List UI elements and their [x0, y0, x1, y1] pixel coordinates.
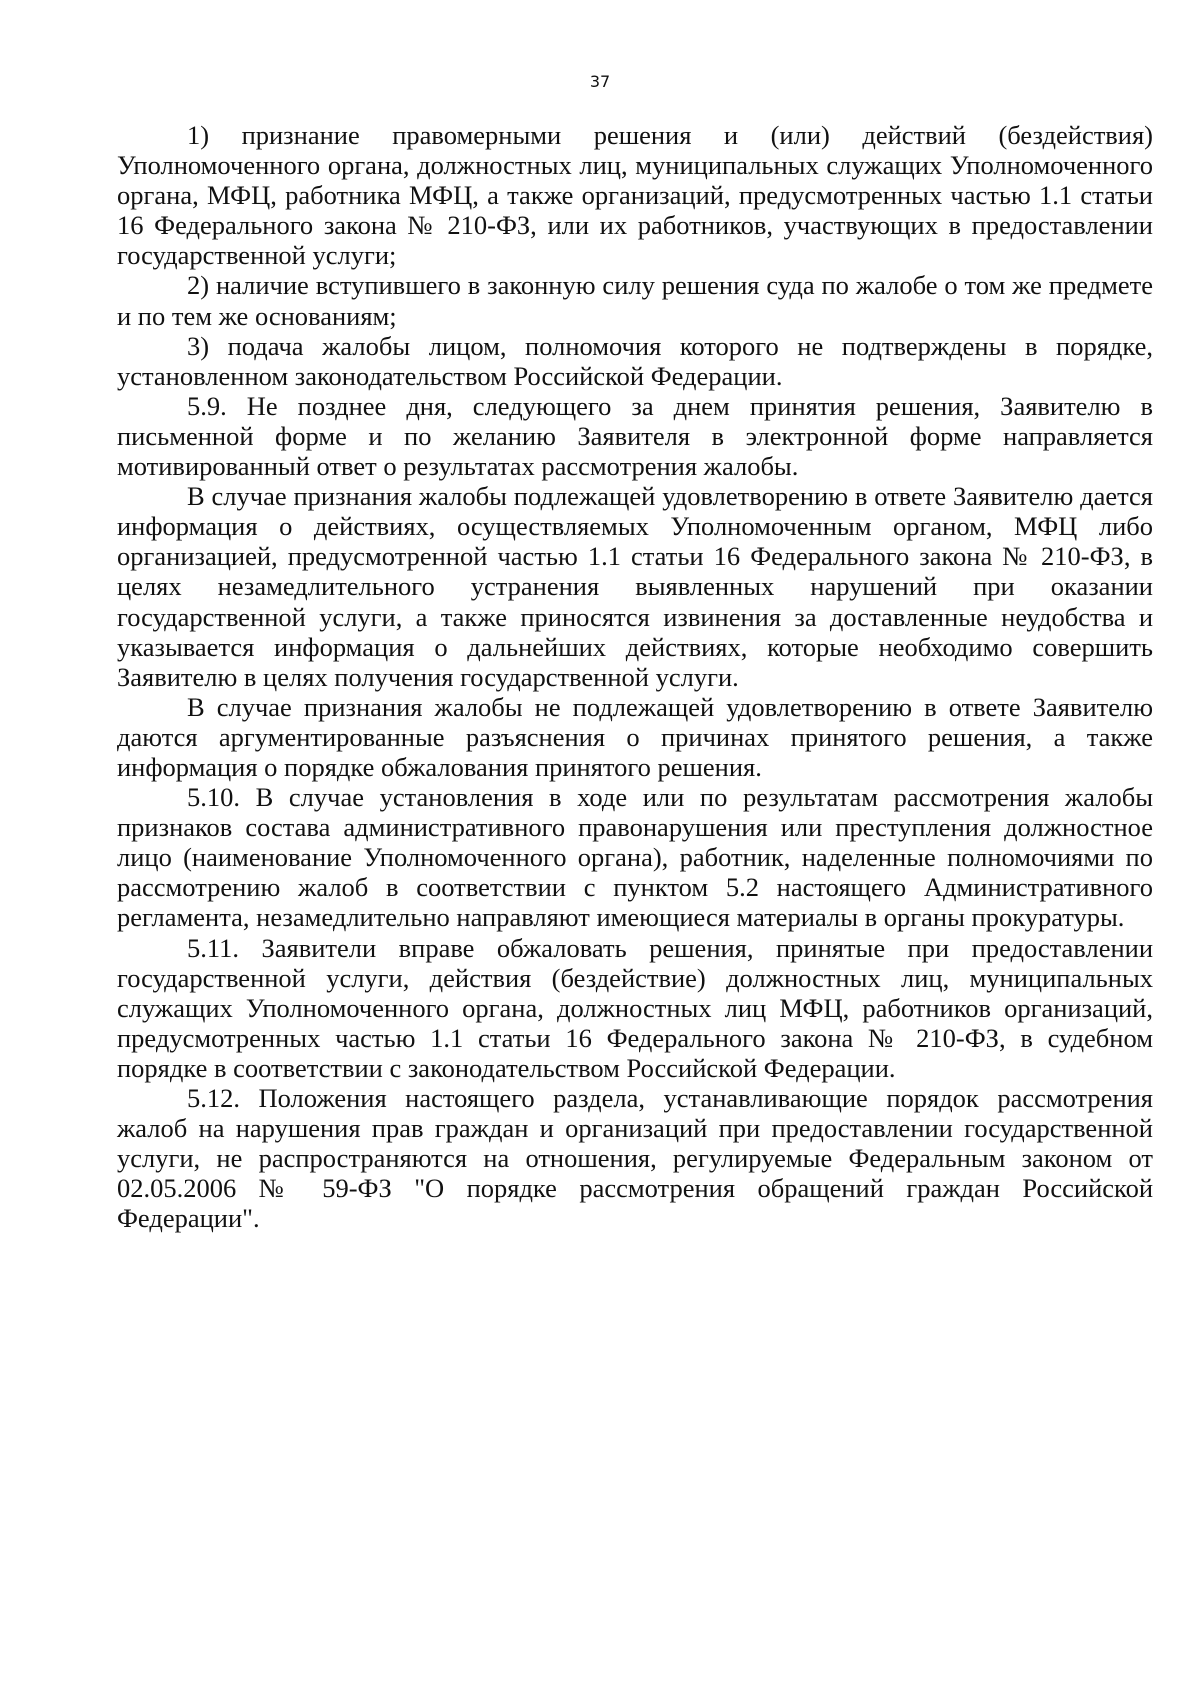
- page-number: 37: [589, 72, 611, 91]
- paragraph-complaint-satisfied: В случае признания жалобы подлежащей удовлетворению в ответе Заявителю дается информация о действиях, осуществляемых Уполномоченным органом, МФЦ либо организацией, предусмотренной частью 1.1 статьи 16 Федерального закона № 210-ФЗ, в целях незамедлительного устранения выявленных нарушений при оказании государственной услуги, а также приносятся извинения за доставленные неудобства и указывается информация о дальнейших действиях, которые необходимо совершить Заявителю в целях получения государственной услуги.: [117, 481, 1153, 692]
- paragraph-section-5-11: 5.11. Заявители вправе обжаловать решения, принятые при предоставлении государственной услуги, действия (бездействие) должностных лиц, муниципальных служащих Уполномоченного органа, должностных лиц МФЦ, работников организаций, предусмотренных частью 1.1 статьи 16 Федерального закона № 210-ФЗ, в судебном порядке в соответствии с законодательством Российской Федерации.: [117, 932, 1153, 1083]
- paragraph-item-2: 2) наличие вступившего в законную силу решения суда по жалобе о том же предмете и по тем же основаниям;: [117, 270, 1153, 331]
- paragraph-item-1: 1) признание правомерными решения и (или) действий (бездействия) Уполномоченного органа, должностных лиц, муниципальных служащих Уполномоченного органа, МФЦ, работника МФЦ, а также организаций, предусмотренных частью 1.1 статьи 16 Федерального закона № 210-ФЗ, или их работников, участвующих в предоставлении государственной услуги;: [117, 120, 1153, 271]
- paragraph-section-5-12: 5.12. Положения настоящего раздела, устанавливающие порядок рассмотрения жалоб на нарушения прав граждан и организаций при предоставлении государственной услуги, не распространяются на отношения, регулируемые Федеральным законом от 02.05.2006 № 59-ФЗ "О порядке рассмотрения обращений граждан Российской Федерации".: [117, 1083, 1153, 1234]
- paragraph-complaint-not-satisfied: В случае признания жалобы не подлежащей удовлетворению в ответе Заявителю даются аргументированные разъяснения о причинах принятого решения, а также информация о порядке обжалования принятого решения.: [117, 691, 1153, 782]
- document-body: [117, 120, 1153, 1233]
- paragraph-section-5-9: 5.9. Не позднее дня, следующего за днем принятия решения, Заявителю в письменной форме и по желанию Заявителя в электронной форме направляется мотивированный ответ о результатах рассмотрения жалобы.: [117, 390, 1153, 482]
- paragraph-item-3: 3) подача жалобы лицом, полномочия которого не подтверждены в порядке, установленном законодательством Российской Федерации.: [117, 330, 1153, 391]
- paragraph-section-5-10: 5.10. В случае установления в ходе или по результатам рассмотрения жалобы признаков состава административного правонарушения или преступления должностное лицо (наименование Уполномоченного органа), работник, наделенные полномочиями по рассмотрению жалоб в соответствии с пунктом 5.2 настоящего Административного регламента, незамедлительно направляют имеющиеся материалы в органы прокуратуры.: [117, 782, 1153, 933]
